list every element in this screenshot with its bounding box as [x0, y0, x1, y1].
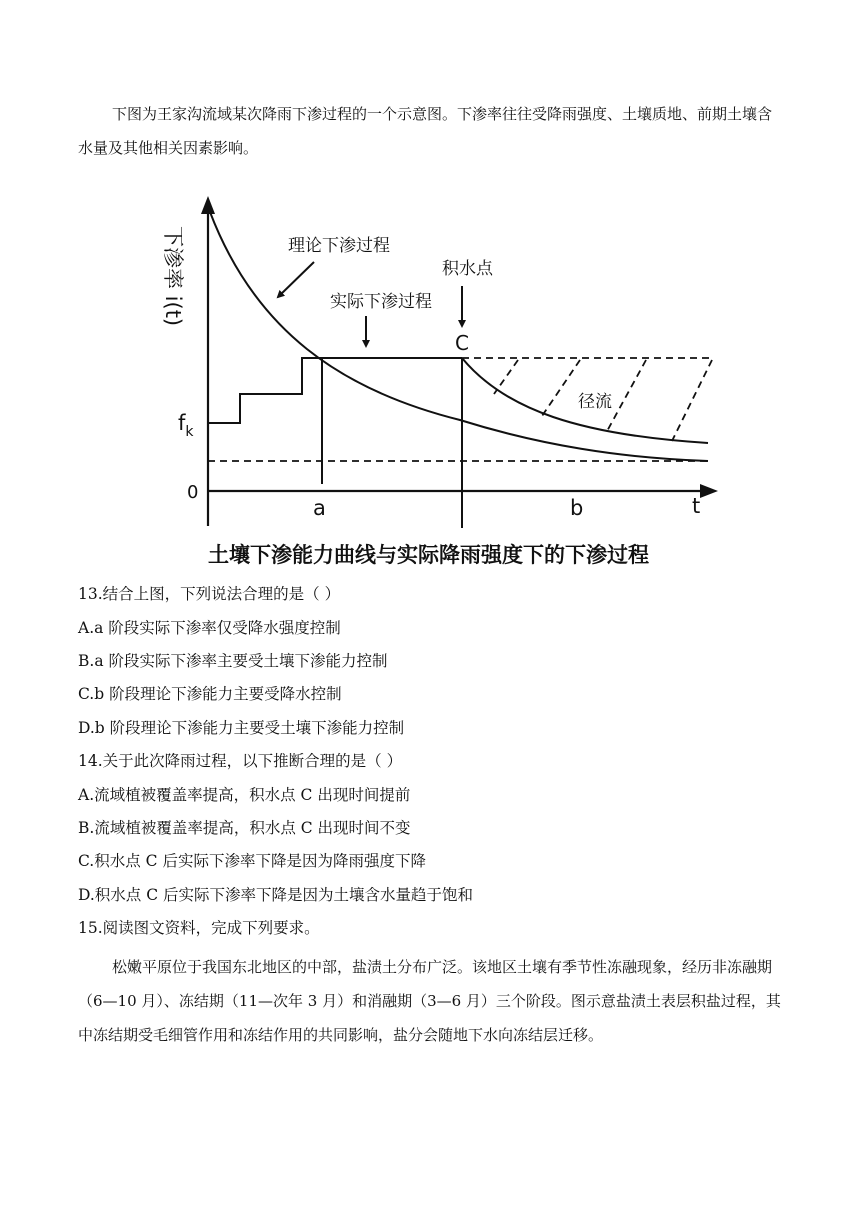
- actual-infiltration-line: [208, 358, 462, 423]
- x-axis-arrow: [700, 484, 718, 498]
- theoretical-label: 理论下渗过程: [288, 236, 390, 256]
- y-axis-label: 下渗率 i(t): [161, 226, 185, 327]
- a-label: a: [313, 496, 326, 520]
- q13-option-d: D.b 阶段理论下渗能力主要受土壤下渗能力控制: [78, 719, 405, 737]
- q13-option-c: C.b 阶段理论下渗能力主要受降水控制: [78, 685, 342, 703]
- b-label: b: [570, 496, 584, 520]
- fk-label: $f_k$: [178, 411, 194, 440]
- y-axis-arrow: [201, 196, 215, 214]
- q14-option-c: C.积水点 C 后实际下渗率下降是因为降雨强度下降: [78, 852, 426, 870]
- runoff-label: 径流: [578, 392, 612, 412]
- q15-stem: 15.阅读图文资料，完成下列要求。: [78, 919, 320, 937]
- theoretical-arrow: [278, 262, 314, 297]
- q14-option-d: D.积水点 C 后实际下渗率下降是因为土壤含水量趋于饱和: [78, 886, 474, 904]
- actual-label: 实际下渗过程: [330, 292, 432, 312]
- c-label: C: [455, 331, 469, 355]
- q15-material: 松嫩平原位于我国东北地区的中部，盐渍土分布广泛。该地区土壤有季节性冻融现象，经历非冻融期（6—10 月）、冻结期（11—次年 3 月）和消融期（3—6 月）三个阶段。图示意盐渍土表层积盐过程，其中冻结期受毛细管作用和冻结作用的共同影响，盐分会随地下水向冻结层迁移。: [78, 958, 781, 1044]
- q13-option-b: B.a 阶段实际下渗率主要受土壤下渗能力控制: [78, 652, 388, 670]
- intro-paragraph: 下图为王家沟流域某次降雨下渗过程的一个示意图。下渗率往往受降雨强度、土壤质地、前期土壤含水量及其他相关因素影响。: [78, 105, 773, 157]
- ponding-label: 积水点: [442, 259, 493, 279]
- q14-stem: 14.关于此次降雨过程，以下推断合理的是（ ）: [78, 752, 403, 770]
- q13-option-a: A.a 阶段实际下渗率仅受降水强度控制: [78, 619, 341, 637]
- q14-option-a: A.流域植被覆盖率提高，积水点 C 出现时间提前: [78, 786, 411, 804]
- infiltration-figure: [150, 188, 730, 578]
- x-axis-label: t: [692, 494, 701, 518]
- figure-caption: 土壤下渗能力曲线与实际降雨强度下的下渗过程: [208, 543, 649, 567]
- q14-option-b: B.流域植被覆盖率提高，积水点 C 出现时间不变: [78, 819, 411, 837]
- origin-label: 0: [187, 482, 199, 503]
- q13-stem: 13.结合上图，下列说法合理的是（ ）: [78, 585, 341, 603]
